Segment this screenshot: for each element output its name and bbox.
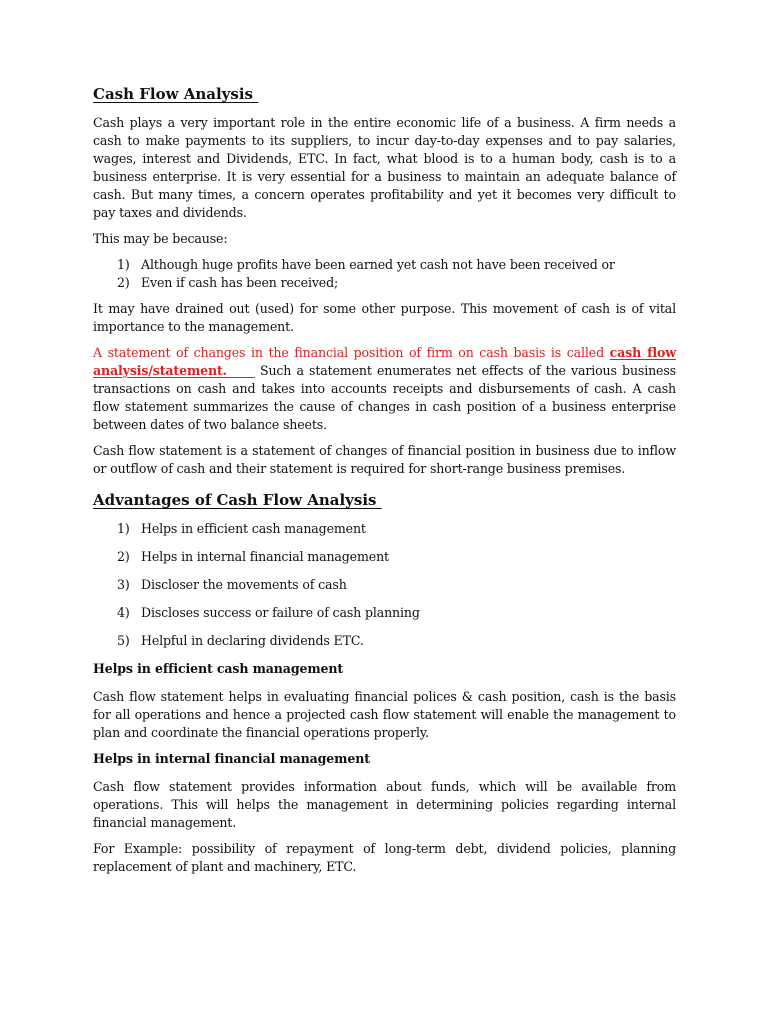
list-number: 5) [117,633,130,648]
document-page [93,84,676,884]
section-body-internal-financial: Cash flow statement provides information about funds, which will be available from operations. This will helps the management in determining policies regarding internal financial management. [93,779,676,830]
definition-red-text: A statement of changes in the financial position of firm on cash basis is called [93,345,610,360]
list-item [117,604,676,622]
drained-paragraph: It may have drained out (used) for some other purpose. This movement of cash is of vital importance to the management. [93,301,676,334]
list-number: 3) [117,577,130,592]
list-item [117,632,676,650]
statement-paragraph: Cash flow statement is a statement of changes of financial position in business due to inflow or outflow of cash and their statement is required for short-range business premises. [93,443,676,476]
list-item-text: Helpful in declaring dividends ETC. [141,633,364,648]
list-item-text: Helps in internal financial management [141,549,389,564]
intro-paragraph: Cash plays a very important role in the entire economic life of a business. A firm needs a cash to make payments to its suppliers, to incur day-to-day expenses and to pay salaries, wages, interest and Dividends, ETC. In fact, what blood is to a human body, cash is to a business enterprise. It is very essential for a business to maintain an adequate balance of cash. But many times, a concern operates profitability and yet it becomes very difficult to pay taxes and dividends. [93,115,676,220]
section-heading-cash-management: Helps in efficient cash management [93,661,344,676]
because-paragraph: This may be because: [93,231,228,246]
list-item-text: Even if cash has been received; [141,275,339,290]
definition-rest: Such a statement enumerates net effects of the various business transactions on cash and takes into accounts receipts and disbursements of cash. A cash flow statement summarizes the cause of changes in cash position of a business enterprise between dates of two balance sheets. [93,363,676,432]
list-item [117,520,676,538]
list-item-text: Discloser the movements of cash [141,577,347,592]
section-body-cash-management: Cash flow statement helps in evaluating financial polices & cash position, cash is the basis for all operations and hence a projected cash flow statement will enable the management to plan and coordinate the financial operations properly. [93,689,676,740]
list-number: 4) [117,605,130,620]
reasons-list [93,256,676,292]
list-item [117,548,676,566]
list-number: 2) [117,275,130,290]
list-item-text: Helps in efficient cash management [141,521,366,536]
list-item [117,576,676,594]
example-paragraph: For Example: possibility of repayment of long-term debt, dividend policies, planning replacement of plant and machinery, ETC. [93,841,676,874]
advantages-list [93,520,676,650]
section-heading-internal-financial: Helps in internal financial management [93,751,370,766]
list-item-text: Although huge profits have been earned yet cash not have been received or [141,257,615,272]
list-item [117,256,676,274]
list-item [117,274,676,292]
list-number: 2) [117,549,130,564]
definition-term: cash flow analysis/statement. [93,345,676,378]
advantages-heading: Advantages of Cash Flow Analysis [93,491,377,509]
page-title: Cash Flow Analysis [93,85,253,103]
list-number: 1) [117,521,130,536]
list-number: 1) [117,257,130,272]
list-item-text: Discloses success or failure of cash planning [141,605,420,620]
definition-paragraph [93,344,676,434]
